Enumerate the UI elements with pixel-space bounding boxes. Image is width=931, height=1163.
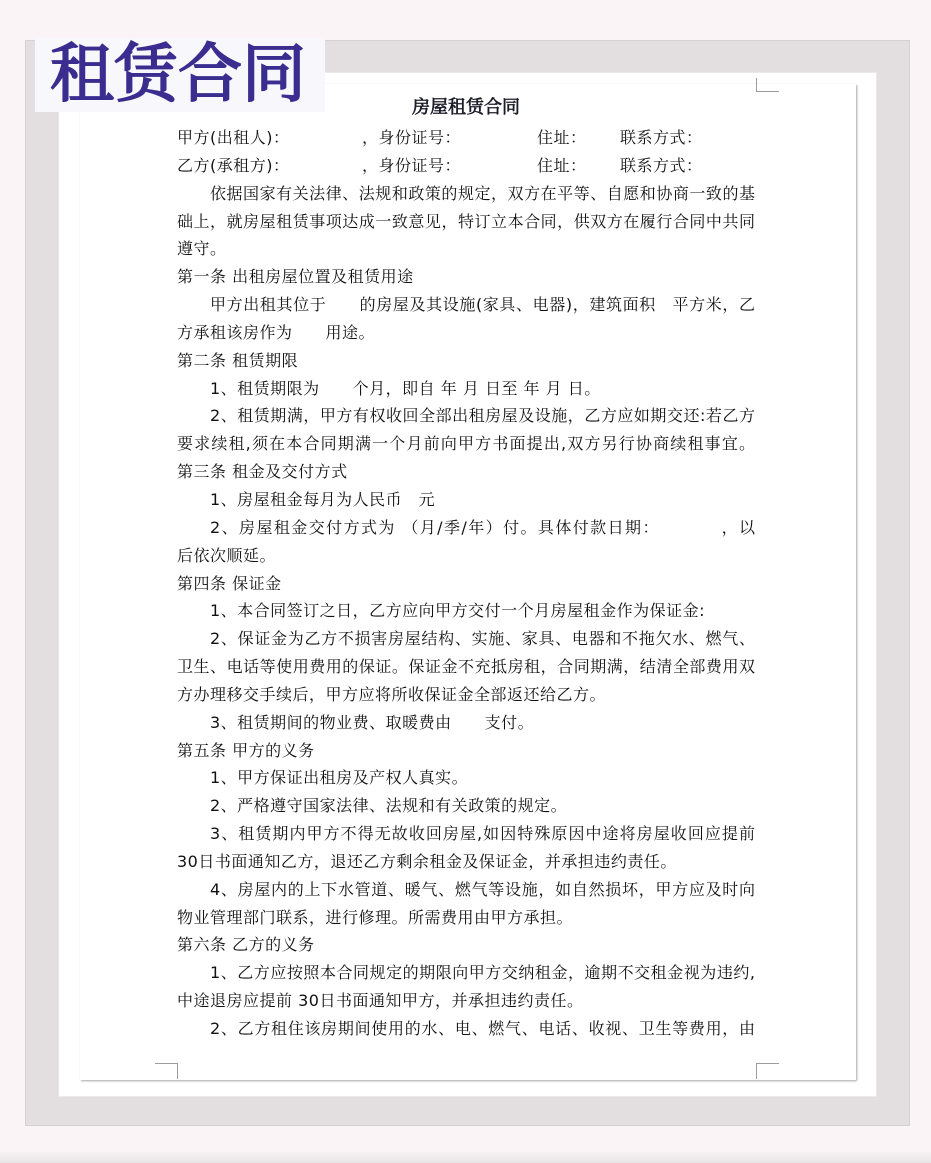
corner-mark-bottom-right-h xyxy=(756,1063,779,1064)
preamble-line: 遵守。 xyxy=(177,239,227,259)
article-3-line: 2、房屋租金交付方式为 （月/季/年）付。具体付款日期： ，以 xyxy=(210,517,755,537)
article-5-line: 1、甲方保证出租房及产权人真实。 xyxy=(210,768,469,788)
contract-body xyxy=(177,124,755,1043)
party-lessee xyxy=(177,152,755,180)
party-contact-label: 联系方式： xyxy=(620,155,703,175)
article-4-line: 1、本合同签订之日，乙方应向甲方交付一个月房屋租金作为保证金: xyxy=(210,601,706,621)
party-role: 乙方(承租方)： xyxy=(177,155,290,175)
article-2-line: 要求续租,须在本合同期满一个月前向甲方书面提出,双方另行协商续租事宜。 xyxy=(177,434,755,454)
article-5-line: 2、严格遵守国家法律、法规和有关政策的规定。 xyxy=(210,796,568,816)
corner-mark-top-right-v xyxy=(756,78,757,92)
article-4-heading: 第四条 保证金 xyxy=(177,573,282,593)
party-contact-label: 联系方式： xyxy=(620,128,703,147)
party-id-label: ，身份证号： xyxy=(362,155,462,175)
header-badge-label: 租赁合同 xyxy=(50,38,306,112)
bottom-band xyxy=(0,1152,931,1163)
corner-mark-bottom-right-v xyxy=(756,1063,757,1079)
article-3-heading: 第三条 租金及交付方式 xyxy=(177,462,348,482)
party-lessor xyxy=(177,124,755,152)
article-6-line: 中途退房应提前 30日书面通知甲方，并承担违约责任。 xyxy=(177,991,584,1011)
party-address-label: 住址： xyxy=(537,128,587,147)
article-2-line: 2、租赁期满，甲方有权收回全部出租房屋及设施，乙方应如期交还:若乙方 xyxy=(210,406,755,426)
article-2-heading: 第二条 租赁期限 xyxy=(177,350,299,370)
party-id-label: ，身份证号： xyxy=(362,128,462,147)
article-5-line: 4、房屋内的上下水管道、暖气、燃气等设施，如自然损坏，甲方应及时向 xyxy=(210,879,755,899)
article-5-heading: 第五条 甲方的义务 xyxy=(177,740,315,760)
article-5-line: 3、租赁期内甲方不得无故收回房屋,如因特殊原因中途将房屋收回应提前 xyxy=(210,824,755,844)
article-4-line: 卫生、电话等使用费用的保证。保证金不充抵房租，合同期满，结清全部费用双 xyxy=(177,657,755,677)
article-2-line: 1、租赁期限为 个月，即自 年 月 日至 年 月 日。 xyxy=(210,378,601,398)
preamble-line: 础上，就房屋租赁事项达成一致意见，特订立本合同，供双方在履行合同中共同 xyxy=(177,211,755,231)
article-3-line: 1、房屋租金每月为人民币 元 xyxy=(210,489,436,509)
article-6-line: 1、乙方应按照本合同规定的期限向甲方交纳租金，逾期不交租金视为违约, xyxy=(210,963,755,983)
article-1-line: 甲方出租其位于 的房屋及其设施(家具、电器)，建筑面积 平方米，乙 xyxy=(210,295,755,315)
article-1-heading: 第一条 出租房屋位置及租赁用途 xyxy=(177,267,414,287)
document-title: 房屋租赁合同 xyxy=(412,97,520,118)
article-4-line: 3、租赁期间的物业费、取暖费由 支付。 xyxy=(210,712,535,732)
corner-mark-bottom-left-h xyxy=(155,1063,177,1064)
corner-mark-bottom-left-v xyxy=(177,1063,178,1079)
article-5-line: 30日书面通知乙方，退还乙方剩余租金及保证金，并承担违约责任。 xyxy=(177,851,677,871)
article-4-line: 方办理移交手续后，甲方应将所收保证金全部返还给乙方。 xyxy=(177,684,607,704)
corner-mark-top-right-h xyxy=(756,91,779,92)
article-4-line: 2、保证金为乙方不损害房屋结构、实施、家具、电器和不拖欠水、燃气、 xyxy=(210,629,755,649)
article-5-line: 物业管理部门联系，进行修理。所需费用由甲方承担。 xyxy=(177,907,574,927)
article-3-line: 后依次顺延。 xyxy=(177,545,277,565)
article-1-line: 方承租该房作为 用途。 xyxy=(177,322,376,342)
party-address-label: 住址： xyxy=(537,155,587,175)
article-6-heading: 第六条 乙方的义务 xyxy=(177,935,315,955)
party-role: 甲方(出租人)： xyxy=(177,128,290,147)
article-6-line: 2、乙方租住该房期间使用的水、电、燃气、电话、收视、卫生等费用，由 xyxy=(210,1019,755,1038)
preamble-line: 依据国家有关法律、法规和政策的规定，双方在平等、自愿和协商一致的基 xyxy=(210,183,755,203)
